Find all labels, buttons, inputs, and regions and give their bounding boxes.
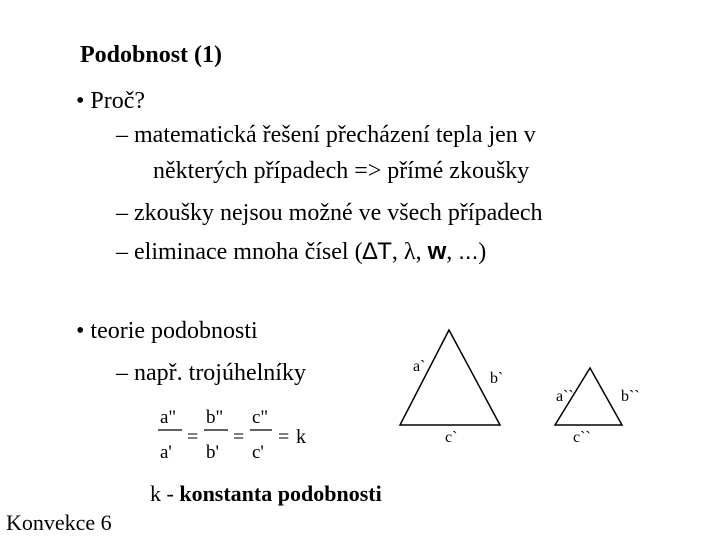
triangle-large [400,330,503,446]
triangle-small-side-a: a`` [556,388,574,405]
sub-text: matematická řešení přecházení tepla jen v [134,122,536,148]
sub-text: zkoušky nejsou možné ve všech případech [134,200,543,226]
triangle-small-side-c: c`` [573,429,591,446]
triangle-large-side-a: a` [413,358,426,375]
equals-sign: = [233,426,245,448]
fraction-2-denominator: b' [206,442,219,463]
delta-t-symbol: ∆T [362,238,392,265]
similarity-constant-note [150,481,382,507]
constant-prefix: k - [150,481,180,506]
fraction-1-denominator: a' [160,442,172,463]
triangle-large-side-c: c` [445,429,458,446]
separator: , [446,239,459,265]
sub-dash: – [116,122,128,148]
equals-sign: = [278,426,290,448]
slide-title: Podobnost (1) [80,42,223,68]
sub-dash: – [116,200,128,226]
sub-item-math-solutions-line2: některých případech => přímé zkoušky [153,158,530,184]
constant-k: k [296,426,306,448]
slide-footer: Konvekce 6 [6,510,112,535]
triangle-small [555,368,640,446]
similarity-formula [158,407,306,463]
triangle-large-side-b: b` [490,370,504,387]
bullet-text: teorie podobnosti [90,318,258,344]
constant-name: konstanta podobnosti [179,481,382,506]
fraction-2-numerator: b" [206,407,224,428]
equals-sign: = [187,426,199,448]
sub-text-prefix: eliminace mnoha čísel ( [134,239,363,265]
bullet-text: Proč? [90,88,146,114]
triangle-small-side-b: b`` [621,388,640,405]
bullet-marker: • [76,318,85,344]
triangle-large-shape [400,330,500,425]
sub-text: např. trojúhelníky [134,360,306,386]
ellipsis: ... [458,238,479,265]
bullet-marker: • [76,88,85,114]
separator: , [415,239,428,265]
lambda-symbol: λ [403,239,416,265]
sub-dash: – [116,360,128,386]
separator: , [391,239,404,265]
fraction-1-numerator: a" [160,407,177,428]
sub-dash: – [116,239,128,265]
fraction-3-denominator: c' [252,442,264,463]
w-symbol: w [427,238,447,265]
fraction-3-numerator: c" [252,407,269,428]
sub-text-suffix: ) [478,239,487,265]
